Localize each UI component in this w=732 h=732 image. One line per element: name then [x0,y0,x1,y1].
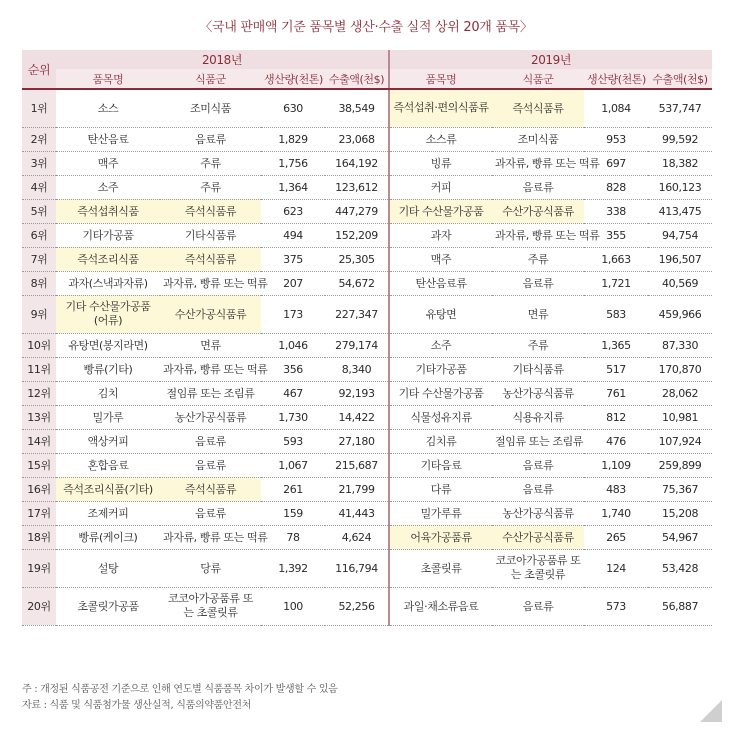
item-2019: 기타 수산물가공품 [389,381,492,405]
item-2019: 과일·채소류음료 [389,587,492,625]
item-2019: 소스류 [389,127,492,151]
export-2019: 87,330 [661,338,699,352]
rank-header: 순위 [22,50,56,89]
group-2019: 절임류 또는 조림류 [495,435,584,448]
item-2018: 설탕 [97,562,119,575]
table-row [22,151,712,175]
table-row [22,333,712,357]
production-2018: 356 [283,362,303,376]
export-2019: 459,966 [658,307,702,321]
production-2018: 1,392 [278,561,308,575]
group-2019: 농산가공식품류 [502,507,574,520]
export-2018: 41,443 [338,506,375,520]
item-2018: 소주 [97,181,119,194]
production-2018: 1,046 [278,338,308,352]
export-2018: 38,549 [338,101,375,115]
production-2018: 78 [286,530,300,544]
group-2018: 농산가공식품류 [174,411,247,424]
item-2019: 밀가루류 [389,501,492,525]
group-2018: 과자류, 빵류 또는 떡류 [163,277,268,290]
table-row [22,587,712,625]
rank-cell: 11위 [22,357,56,381]
table-row [22,223,712,247]
export-2019: 15,208 [661,506,699,520]
group-2019: 음료류 [522,181,554,194]
production-2019: 1,084 [601,101,631,115]
export-2019: 160,123 [658,180,702,194]
item-2019: 기타가공품 [389,357,492,381]
item-2019: 즉석섭취·편의식품류 [389,89,492,127]
group-2019: 주류 [527,253,549,266]
group-2019: 즉석식품류 [492,89,584,127]
table-row [22,453,712,477]
rank-cell: 10위 [22,333,56,357]
production-2019: 1,721 [601,276,631,290]
export-2018: 23,068 [338,132,375,146]
production-2018: 1,756 [278,156,308,170]
item-2019: 빙류 [389,151,492,175]
item-2018: 액상커피 [87,435,129,448]
group-2018: 주류 [200,181,221,194]
group-2018: 과자류, 빵류 또는 떡류 [163,531,268,544]
table-row [22,429,712,453]
export-2018: 54,672 [338,276,375,290]
item-2018: 소스 [97,102,119,116]
year-2019-header: 2019년 [389,50,712,69]
production-2018: 630 [283,101,303,115]
group-2019: 음료류 [522,483,554,496]
group-2019: 과자류, 빵류 또는 떡류 [495,157,600,170]
item-2019: 어육가공품류 [389,525,492,549]
export-2019: 94,754 [661,228,699,242]
table-row [22,199,712,223]
export-header-2019: 수출액(천$) [648,69,712,89]
export-2019: 40,569 [661,276,699,290]
production-2019: 1,365 [601,338,631,352]
table-title: 〈국내 판매액 기준 품목별 생산·수출 실적 상위 20개 품목〉 [199,20,533,35]
table-row [22,405,712,429]
group-2018: 음료류 [195,507,226,520]
rank-cell: 3위 [22,151,56,175]
item-2019: 기타음료 [389,453,492,477]
group-2018: 코코아가공품류 또는 초콜릿류 [168,592,253,619]
production-2019: 1,740 [601,506,631,520]
table-row [22,247,712,271]
group-2019: 농산가공식품류 [502,387,574,400]
group-header-2019: 식품군 [492,69,584,89]
rank-cell: 15위 [22,453,56,477]
item-2019: 맥주 [389,247,492,271]
table-row [22,381,712,405]
group-2018: 음료류 [195,435,226,448]
rank-cell: 4위 [22,175,56,199]
item-2018: 맥주 [97,157,119,170]
production-2018: 494 [283,228,303,242]
production-2019: 124 [606,561,626,575]
production-2019: 697 [606,156,626,170]
group-2019: 코코아가공품류 또는 초콜릿류 [495,554,581,581]
item-2018: 빵류(케이크) [78,531,138,544]
table-row [22,525,712,549]
export-2019: 18,382 [661,156,699,170]
rank-cell: 9위 [22,295,56,333]
export-2019: 54,967 [661,530,699,544]
table-row [22,477,712,501]
group-2019: 음료류 [522,459,554,472]
export-2018: 52,256 [338,599,375,613]
production-2019: 338 [606,204,626,218]
rank-cell: 12위 [22,381,56,405]
export-2018: 25,305 [338,252,375,266]
item-2019: 탄산음료류 [389,271,492,295]
rank-cell: 18위 [22,525,56,549]
group-2019: 음료류 [522,600,554,613]
rank-cell: 19위 [22,549,56,587]
rank-cell: 13위 [22,405,56,429]
export-2018: 215,687 [335,458,378,472]
group-2018: 과자류, 빵류 또는 떡류 [163,363,268,376]
group-2019: 식용유지류 [512,411,564,424]
export-2018: 116,794 [335,561,378,575]
production-header-2019: 생산량(천톤) [584,69,648,89]
item-2019: 커피 [389,175,492,199]
export-2018: 279,174 [335,338,378,352]
item-2018: 즉석섭취식품 [56,199,160,223]
export-2019: 413,475 [658,204,702,218]
production-2018: 207 [283,276,303,290]
table-row [22,295,712,333]
production-2018: 375 [283,252,303,266]
export-2019: 537,747 [658,101,702,115]
group-2018: 기타식품류 [184,229,237,242]
export-2019: 10,981 [661,410,699,424]
export-2018: 27,180 [338,434,375,448]
export-2019: 75,367 [661,482,699,496]
ranking-table [22,50,712,626]
item-2018: 탄산음료 [87,133,129,146]
item-2018: 초콜릿가공품 [77,600,139,613]
production-2018: 100 [283,599,303,613]
item-header-2019: 품목명 [389,69,492,89]
table-row [22,271,712,295]
item-2018: 김치 [97,387,119,400]
export-2018: 92,193 [338,386,375,400]
production-2018: 261 [283,482,303,496]
group-2018: 면류 [200,339,221,352]
group-2019: 수산가공식품류 [492,199,584,223]
production-2018: 1,730 [278,410,308,424]
table-row [22,549,712,587]
production-2018: 623 [283,204,303,218]
rank-cell: 8위 [22,271,56,295]
item-2018: 유탕면(봉지라면) [68,339,148,352]
item-2019: 식물성유지류 [389,405,492,429]
group-2018: 당류 [200,562,221,575]
export-2018: 4,624 [341,530,372,544]
item-2018: 과자(스낵과자류) [68,277,148,290]
table-row [22,175,712,199]
note-line: 주 : 개정된 식품공전 기준으로 인해 연도별 식품품목 차이가 발생할 수 있음 [22,684,338,695]
rank-cell: 7위 [22,247,56,271]
export-2019: 56,887 [661,599,699,613]
production-2019: 476 [606,434,626,448]
group-2018: 수산가공식품류 [160,295,261,333]
group-2019: 조미식품 [517,133,559,146]
footnotes [22,682,338,714]
export-2018: 14,422 [338,410,375,424]
production-header-2018: 생산량(천톤) [261,69,325,89]
group-2019: 면류 [527,308,549,321]
rank-cell: 20위 [22,587,56,625]
item-2018: 기타가공품 [82,229,134,242]
production-2018: 593 [283,434,303,448]
page-corner-fold [700,700,722,722]
group-2018: 음료류 [195,133,226,146]
export-2018: 447,279 [335,204,378,218]
export-2019: 28,062 [661,386,699,400]
production-2019: 355 [606,228,626,242]
export-2019: 259,899 [658,458,702,472]
table-row [22,357,712,381]
production-2019: 828 [606,180,626,194]
production-2019: 953 [606,132,626,146]
year-2018-header: 2018년 [56,50,389,69]
item-2019: 유탕면 [389,295,492,333]
production-2019: 573 [606,599,626,613]
rank-cell: 1위 [22,89,56,127]
table-row [22,501,712,525]
production-2019: 1,109 [601,458,631,472]
rank-cell: 5위 [22,199,56,223]
item-2018: 혼합음료 [87,459,129,472]
group-2018: 주류 [200,157,221,170]
production-2019: 265 [606,530,626,544]
item-2019: 소주 [389,333,492,357]
export-2018: 123,612 [335,180,378,194]
export-2018: 8,340 [341,362,372,376]
export-header-2018: 수출액(천$) [325,69,389,89]
production-2018: 173 [283,307,303,321]
export-2018: 152,209 [335,228,378,242]
export-2019: 99,592 [661,132,699,146]
item-2018: 즉석조리식품(기타) [56,477,160,501]
production-2019: 761 [606,386,626,400]
rank-cell: 14위 [22,429,56,453]
export-2019: 170,870 [658,362,702,376]
export-2018: 227,347 [335,307,378,321]
table-row [22,89,712,127]
export-2018: 21,799 [338,482,375,496]
group-2018: 조미식품 [190,102,231,116]
production-2019: 517 [606,362,626,376]
production-2019: 483 [606,482,626,496]
item-header-2018: 품목명 [56,69,160,89]
rank-cell: 17위 [22,501,56,525]
group-2018: 즉석식품류 [160,247,261,271]
group-2019: 주류 [527,339,549,352]
item-2019: 김치류 [389,429,492,453]
item-2018: 빵류(기타) [83,363,133,376]
source-line: 자료 : 식품 및 식품첨가물 생산실적, 식품의약품안전처 [22,700,252,711]
rank-cell: 16위 [22,477,56,501]
group-2018: 음료류 [195,459,226,472]
production-2019: 1,663 [601,252,631,266]
production-2018: 159 [283,506,303,520]
group-2019: 기타식품류 [512,363,564,376]
item-2018: 밀가루 [92,411,124,424]
item-2018: 기타 수산물가공품(어류) [56,295,160,333]
production-2019: 583 [606,307,626,321]
production-2018: 1,364 [278,180,308,194]
group-2019: 음료류 [522,277,554,290]
item-2019: 초콜릿류 [389,549,492,587]
group-2019: 과자류, 빵류 또는 떡류 [495,229,600,242]
item-2018: 즉석조리식품 [56,247,160,271]
item-2019: 기타 수산물가공품 [389,199,492,223]
production-2018: 1,829 [278,132,308,146]
table-row [22,127,712,151]
group-2018: 즉석식품류 [160,199,261,223]
export-2019: 196,507 [658,252,702,266]
group-2018: 절임류 또는 조림류 [166,387,255,400]
group-2019: 수산가공식품류 [492,525,584,549]
production-2018: 1,067 [278,458,308,472]
export-2019: 53,428 [661,561,699,575]
export-2018: 164,192 [335,156,378,170]
production-2018: 467 [283,386,303,400]
item-2019: 다류 [389,477,492,501]
rank-cell: 6위 [22,223,56,247]
group-2018: 즉석식품류 [160,477,261,501]
item-2018: 조제커피 [87,507,129,520]
group-header-2018: 식품군 [160,69,261,89]
production-2019: 812 [606,410,626,424]
export-2019: 107,924 [658,434,702,448]
rank-cell: 2위 [22,127,56,151]
item-2019: 과자 [389,223,492,247]
